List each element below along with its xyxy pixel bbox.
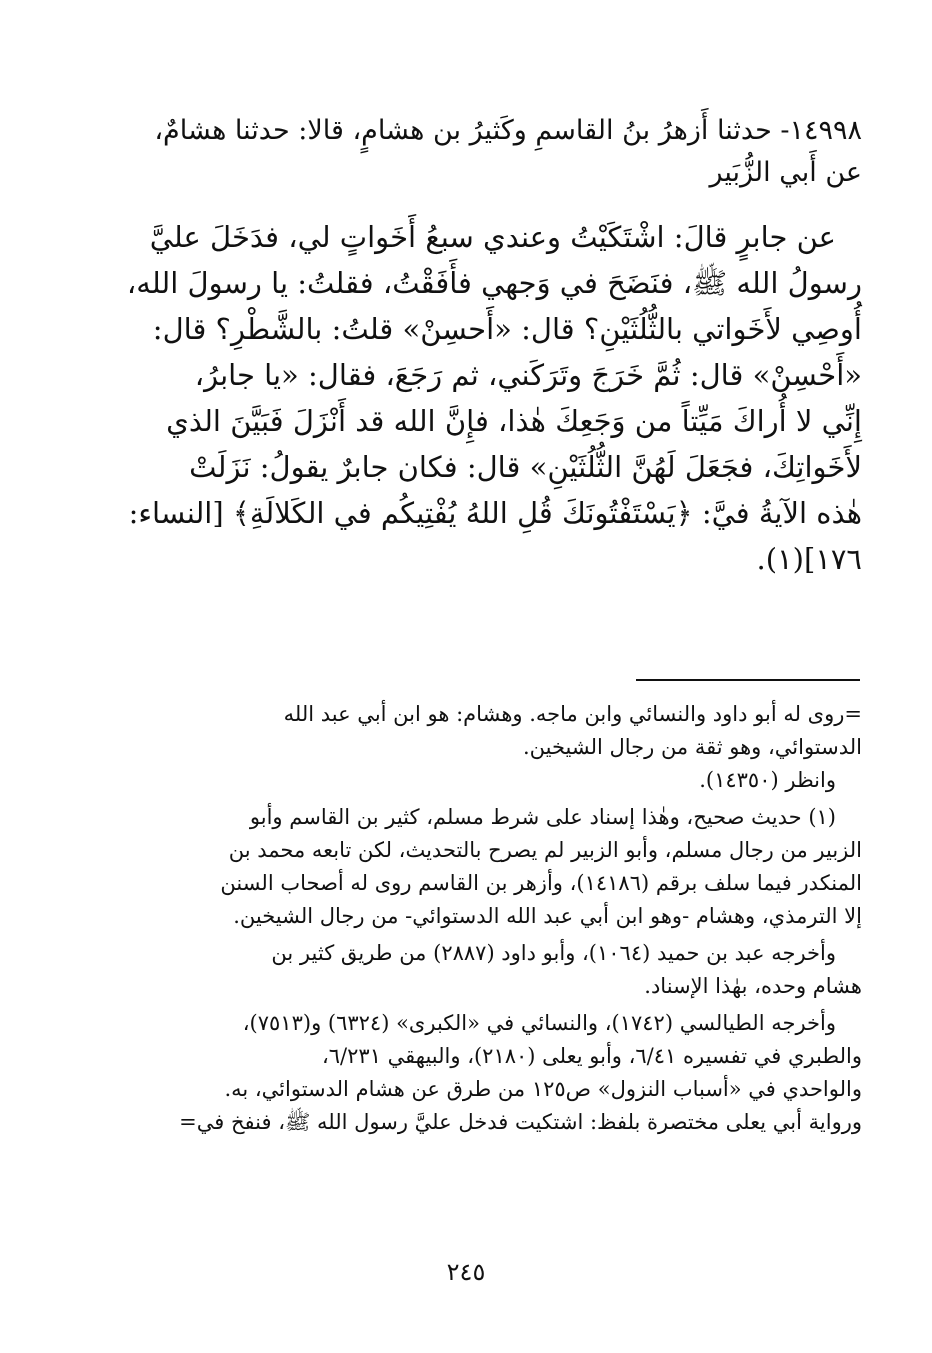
matn-line: إِنِّي لا أُراكَ مَيِّتاً من وَجَعِكَ هٰذا، فإِنَّ الله قد أَنْزَلَ فَبَيَّنَ الذي bbox=[166, 404, 862, 438]
footnote-line: وأخرجه الطيالسي (١٧٤٢)، والنسائي في «الكبرى» (٦٣٢٤) و(٧٥١٣)، bbox=[242, 1011, 836, 1035]
footnote-line: =روى له أبو داود والنسائي وابن ماجه. وهشام: هو ابن أبي عبد الله bbox=[283, 702, 862, 726]
footnote-line: وأخرجه عبد بن حميد (١٠٦٤)، وأبو داود (٢٨٨٧) من طريق كثير بن bbox=[271, 941, 836, 965]
footnote-line: وانظر (١٤٣٥٠). bbox=[699, 768, 836, 792]
footnote-line: والطبري في تفسيره ٦/٤١، وأبو يعلى (٢١٨٠)، والبيهقي ٦/٢٣١، bbox=[322, 1044, 862, 1068]
matn-line: «أَحْسِنْ» قال: ثُمَّ خَرَجَ وتَرَكَني، ثم رَجَعَ، فقال: «يا جابرُ، bbox=[194, 358, 862, 392]
footnote-line: المنكدر فيما سلف برقم (١٤١٨٦)، وأزهر بن القاسم روى له أصحاب السنن bbox=[220, 871, 862, 895]
isnad-line: ١٤٩٩٨- حدثنا أَزهرُ بنُ القاسمِ وكَثيرُ بن هشامٍ، قالا: حدثنا هشامٌ، bbox=[154, 115, 862, 146]
page-number: ٢٤٥ bbox=[446, 1258, 486, 1286]
footnote-line: ورواية أبي يعلى مختصرة بلفظ: اشتكيت فدخل عليَّ رسول الله ﷺ، فنفخ في= bbox=[179, 1110, 862, 1134]
hadith-matn bbox=[126, 214, 862, 582]
footnote-line: والواحدي في «أسباب النزول» ص١٢٥ من طرق عن هشام الدستوائي، به. bbox=[224, 1077, 862, 1101]
footnote-paragraph bbox=[150, 698, 862, 797]
footnote-paragraph bbox=[150, 801, 862, 933]
isnad-line: عن أَبي الزُّبَير bbox=[709, 157, 862, 188]
footnotes bbox=[150, 698, 862, 1143]
matn-line: هٰذه الآيةُ فيَّ: ﴿يَسْتَفْتُونَكَ قُلِ اللهُ يُفْتِيكُم في الكَلالَةِ﴾ [النساء: bbox=[128, 496, 862, 530]
matn-line: لأَخَواتِكَ، فجَعَلَ لَهُنَّ الثُّلُثَيْنِ» قال: فكان جابرٌ يقولُ: نَزَلَتْ bbox=[189, 450, 862, 484]
footnote-separator bbox=[636, 679, 860, 681]
footnote-paragraph bbox=[150, 937, 862, 1003]
matn-line: عن جابرٍ قالَ: اشْتَكَيْتُ وعندي سبعُ أَخَواتٍ لي، فدَخَلَ عليَّ bbox=[149, 220, 836, 254]
footnote-line: (١) حديث صحيح، وهٰذا إسناد على شرط مسلم، كثير بن القاسم وأبو bbox=[249, 805, 836, 829]
hadith-isnad bbox=[150, 110, 862, 194]
matn-line: ١٧٦](١). bbox=[756, 542, 862, 576]
footnote-line: إلا الترمذي، وهشام -وهو ابن أبي عبد الله الدستوائي- من رجال الشيخين. bbox=[233, 904, 862, 928]
footnote-line: الدستوائي، وهو ثقة من رجال الشيخين. bbox=[522, 735, 862, 759]
footnote-line: الزبير من رجال مسلم، وأبو الزبير لم يصرح بالتحديث، لكن تابعه محمد بن bbox=[228, 838, 862, 862]
matn-line: رسولُ الله ﷺ، فنَضَحَ في وَجهي فأَفَقْتُ، فقلتُ: يا رسولَ الله، bbox=[126, 266, 862, 300]
footnote-paragraph bbox=[150, 1007, 862, 1139]
matn-line: أُوصِي لأَخَواتي بالثُّلُثَيْنِ؟ قال: «أَحسِنْ» قلتُ: بالشَّطْرِ؟ قال: bbox=[152, 312, 862, 346]
footnote-line: هشام وحده، بهٰذا الإسناد. bbox=[644, 974, 862, 998]
